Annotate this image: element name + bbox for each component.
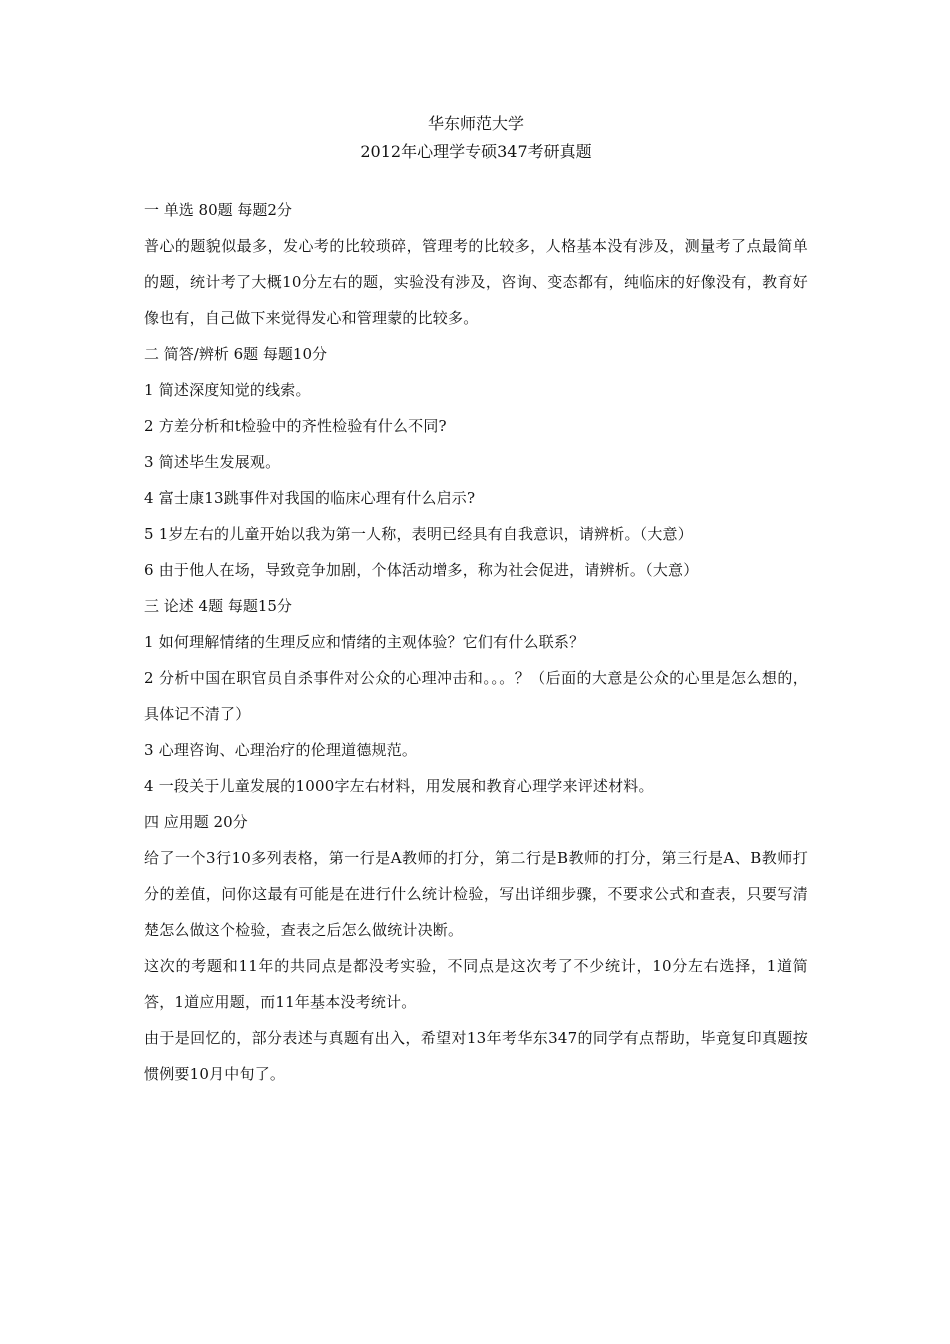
question-item: 2 分析中国在职官员自杀事件对公众的心理冲击和。。。？（后面的大意是公众的心里是怎么想的，具体记不清了） bbox=[144, 669, 808, 723]
title-block bbox=[144, 110, 808, 166]
question-item: 3 心理咨询、心理治疗的伦理道德规范。 bbox=[144, 741, 418, 759]
question-item: 3 简述毕生发展观。 bbox=[144, 453, 281, 471]
document-page bbox=[144, 110, 808, 1092]
section-heading-4: 四 应用题 20分 bbox=[144, 813, 248, 831]
section4-paragraph: 给了一个3行10多列表格，第一行是A教师的打分，第二行是B教师的打分，第三行是A、B教师打分的差值，问你这最有可能是在进行什么统计检验，写出详细步骤，不要求公式和查表，只要写清楚怎么做这个检验，查表之后怎么做统计决断。 bbox=[144, 849, 808, 939]
question-item: 6 由于他人在场，导致竞争加剧，个体活动增多，称为社会促进，请辨析。（大意） bbox=[144, 561, 699, 579]
closing-paragraph: 由于是回忆的，部分表述与真题有出入，希望对13年考华东347的同学有点帮助，毕竟复印真题按惯例要10月中旬了。 bbox=[144, 1029, 808, 1083]
question-item: 2 方差分析和t检验中的齐性检验有什么不同? bbox=[144, 417, 447, 435]
closing-paragraph: 这次的考题和11年的共同点是都没考实验，不同点是这次考了不少统计，10分左右选择，1道简答，1道应用题，而11年基本没考统计。 bbox=[144, 957, 808, 1011]
question-item: 4 一段关于儿童发展的1000字左右材料，用发展和教育心理学来评述材料。 bbox=[144, 777, 654, 795]
section1-paragraph: 普心的题貌似最多，发心考的比较琐碎，管理考的比较多，人格基本没有涉及，测量考了点最简单的题，统计考了大概10分左右的题，实验没有涉及，咨询、变态都有，纯临床的好像没有，教育好像也有，自己做下来觉得发心和管理蒙的比较多。 bbox=[144, 237, 808, 327]
document-title: 华东师范大学 bbox=[427, 114, 524, 133]
question-item: 1 简述深度知觉的线索。 bbox=[144, 381, 311, 399]
question-item: 4 富士康13跳事件对我国的临床心理有什么启示? bbox=[144, 489, 476, 507]
question-item: 5 1岁左右的儿童开始以我为第一人称，表明已经具有自我意识，请辨析。（大意） bbox=[144, 525, 693, 543]
question-item: 1 如何理解情绪的生理反应和情绪的主观体验？它们有什么联系？ bbox=[144, 633, 585, 651]
document-subtitle: 2012年心理学专硕347考研真题 bbox=[360, 142, 592, 161]
section-heading-3: 三 论述 4题 每题15分 bbox=[144, 597, 292, 615]
section-heading-2: 二 简答/辨析 6题 每题10分 bbox=[144, 345, 327, 363]
section-heading-1: 一 单选 80题 每题2分 bbox=[144, 201, 292, 219]
